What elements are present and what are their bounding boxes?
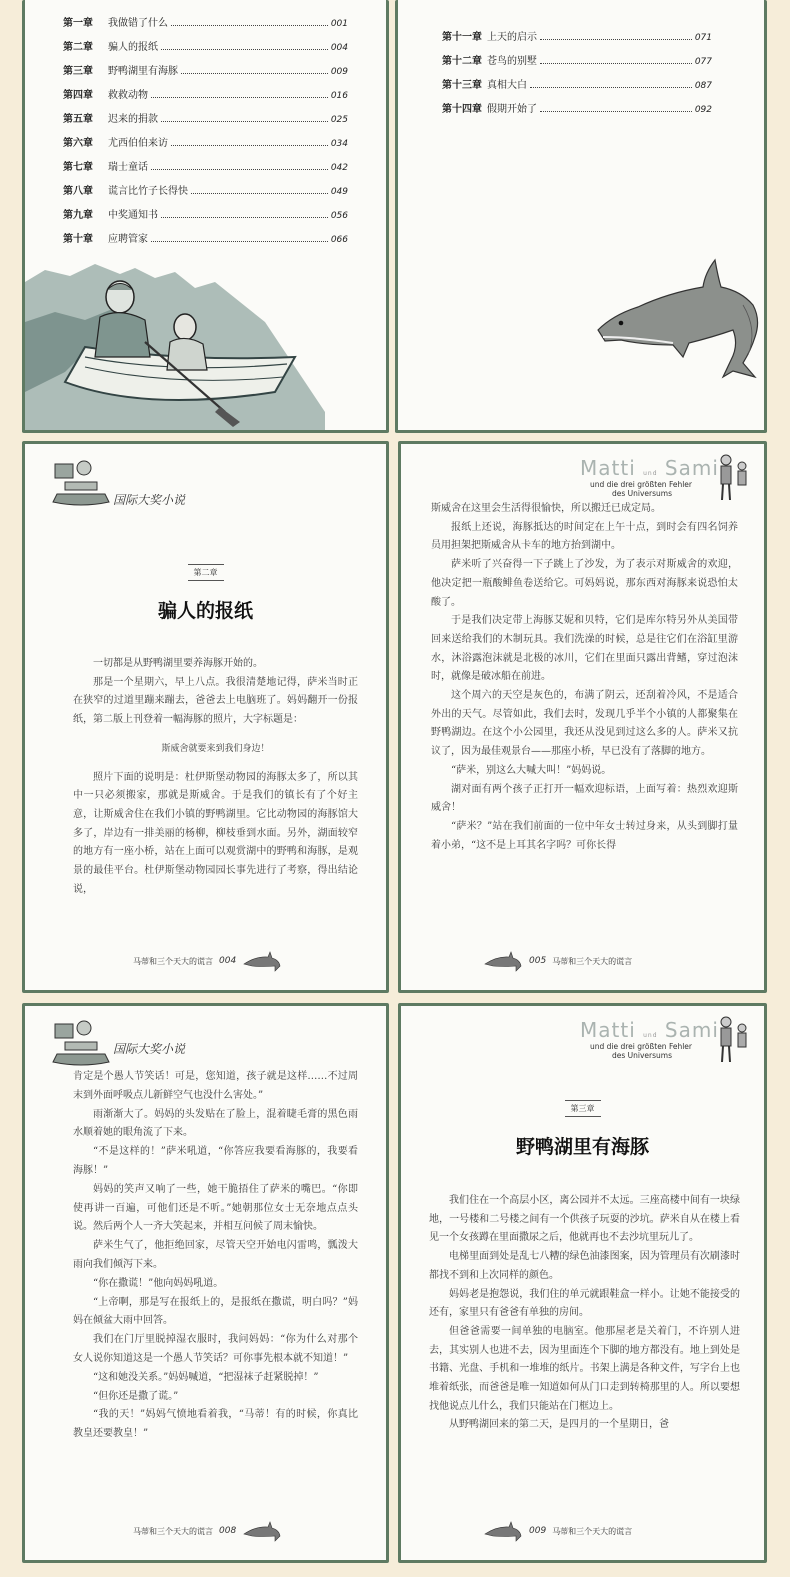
page-body: [73, 1068, 358, 1444]
page-number: 004: [219, 956, 237, 966]
book-title: 马蒂和三个天大的谎言: [133, 956, 213, 966]
chapter-label: 第三章: [565, 1100, 601, 1117]
toc-entry[interactable]: [63, 110, 348, 134]
toc-chapter-title: 上天的启示: [487, 32, 537, 43]
toc-page-number: 004: [330, 43, 348, 53]
toc-leader-dots: [530, 87, 692, 88]
paragraph: 雨渐渐大了。妈妈的头发贴在了脸上，混着睫毛膏的黑色雨水顺着她的眼角流了下来。: [73, 1108, 358, 1139]
toc-chapter-number: 第八章: [63, 186, 93, 197]
header-illustration-icon: [51, 456, 111, 508]
toc-entry[interactable]: [63, 158, 348, 182]
paragraph: “萨米，别这么大喊大叫！”妈妈说。: [451, 764, 612, 776]
toc-leader-dots: [540, 111, 692, 112]
toc-chapter-number: 第三章: [63, 66, 93, 77]
toc-chapter-number: 第五章: [63, 114, 93, 125]
toc-page-number: 016: [330, 91, 348, 101]
book-title: 马蒂和三个天大的谎言: [552, 956, 633, 966]
logo-subtitle: und die drei größten Fehler des Universums: [590, 480, 692, 498]
toc-chapter-number: 第十一章: [442, 32, 482, 43]
toc-chapter-title: 苍鸟的别墅: [487, 56, 537, 67]
toc-leader-dots: [540, 63, 692, 64]
toc-chapter-number: 第二章: [63, 42, 93, 53]
toc-chapter-title: 中奖通知书: [108, 210, 158, 221]
page-number: 008: [219, 1526, 237, 1536]
book-page-005: [398, 441, 767, 993]
paragraph: “但你还是撒了谎。”: [93, 1390, 179, 1402]
page-footer: [133, 950, 282, 972]
paragraph: 萨米生气了，他拒绝回家，尽管天空开始电闪雷鸣，瓢泼大雨向我们倾泻下来。: [73, 1240, 358, 1270]
toc-leader-dots: [181, 73, 328, 74]
toc-entry[interactable]: [63, 206, 348, 230]
toc-chapter-number: 第十四章: [442, 104, 482, 115]
toc-chapter-number: 第一章: [63, 18, 93, 29]
paragraph: 萨米听了兴奋得一下子跳上了沙发，为了表示对斯威舍的欢迎，他决定把一瓶酸鲱鱼卷送给它。可妈妈说，那东西对海豚来说恐怕太酸了。: [431, 559, 738, 608]
toc-entry[interactable]: [63, 182, 348, 206]
toc-entry[interactable]: [63, 134, 348, 158]
page-footer: [133, 1520, 282, 1542]
series-logo: [550, 452, 750, 506]
chapter-title: 骗人的报纸: [157, 600, 253, 622]
paragraph: “上帝啊，那是写在报纸上的，是报纸在撒谎，明白吗？”妈妈在倾盆大雨中回答。: [73, 1296, 358, 1327]
toc-chapter-title: 假期开始了: [487, 104, 537, 115]
logo-subtitle: und die drei größten Fehler des Universums: [590, 1042, 692, 1060]
paragraph: 我们在门厅里脱掉湿衣服时，我问妈妈：“你为什么对那个女人说你知道这是一个愚人节笑话？可你事先根本就不知道！”: [73, 1334, 358, 1364]
paragraph: 那是一个星期六，早上八点。我很清楚地记得，萨米当时正在狭窄的过道里蹦来蹦去，爸爸去上电脑班了。妈妈翻开一份报纸，第二版上刊登着一幅海豚的照片，大字标题是：: [73, 676, 358, 726]
toc-page-number: 009: [330, 67, 348, 77]
toc-chapter-title: 骗人的报纸: [108, 42, 158, 53]
toc-leader-dots: [191, 193, 328, 194]
toc-entry[interactable]: [442, 52, 712, 76]
toc-entry[interactable]: [63, 86, 348, 110]
toc-page-number: 001: [330, 19, 348, 29]
toc-entry[interactable]: [63, 62, 348, 86]
toc-entry[interactable]: [442, 76, 712, 100]
toc-chapter-number: 第九章: [63, 210, 93, 221]
page-footer: [483, 950, 632, 972]
paragraph: “你在撒谎！”他向妈妈吼道。: [93, 1277, 224, 1289]
paragraph: 报纸上还说，海豚抵达的时间定在上午十点，到时会有四名饲养员用担架把斯威舍从卡车的地方抬到湖中。: [431, 521, 738, 552]
paragraph: 肯定是个愚人节笑话！可是，您知道，孩子就是这样……不过周末到外面呼吸点儿新鲜空气也没什么害处。”: [73, 1071, 358, 1101]
paragraph: 电梯里面到处是乱七八糟的绿色油漆图案，因为管理员有次刷漆时都找不到和上次同样的颜色。: [429, 1251, 740, 1281]
toc-page-number: 034: [330, 139, 348, 149]
toc-leader-dots: [540, 39, 692, 40]
page-number: 009: [529, 1526, 547, 1536]
toc-page-right: [395, 0, 767, 433]
toc-entry[interactable]: [63, 14, 348, 38]
toc-leader-dots: [151, 97, 328, 98]
toc-chapter-title: 应聘管家: [108, 234, 148, 245]
page-body: [429, 1192, 740, 1435]
toc-leader-dots: [161, 49, 328, 50]
paragraph: 从野鸭湖回来的第二天，是四月的一个星期日，爸: [449, 1419, 669, 1431]
paragraph: 一切都是从野鸭湖里要养海豚开始的。: [93, 658, 263, 669]
toc-chapter-title: 谎言比竹子长得快: [108, 186, 188, 197]
toc-chapter-title: 野鸭湖里有海豚: [108, 66, 178, 77]
dolphin-icon: [242, 950, 282, 972]
book-title: 马蒂和三个天大的谎言: [133, 1526, 213, 1536]
book-page-008: [22, 1003, 389, 1563]
toc-leader-dots: [161, 217, 328, 218]
toc-entry[interactable]: [63, 230, 348, 254]
toc-page-number: 071: [694, 33, 712, 43]
toc-chapter-title: 瑞士童话: [108, 162, 148, 173]
chapter-label: 第二章: [188, 564, 224, 581]
toc-chapter-title: 救救动物: [108, 90, 148, 101]
toc-chapter-title: 我做错了什么: [108, 18, 168, 29]
toc-leader-dots: [171, 25, 328, 26]
paragraph: 于是我们决定带上海豚艾妮和贝特，它们是库尔特另外从美国带回来送给我们的木制玩具。我们洗澡的时候，总是往它们在浴缸里游水，沐浴露泡沫就是北极的冰川，它们在里面只露出背鳍，穿过泡沫时，就像是破冰船在前进。: [431, 615, 738, 683]
dolphin-icon: [242, 1520, 282, 1542]
headline-quote: 斯威舍就要来到我们身边！: [161, 743, 270, 754]
toc-leader-dots: [151, 241, 328, 242]
toc-leader-dots: [171, 145, 328, 146]
series-label: 国际大奖小说: [113, 1042, 186, 1056]
toc-page-number: 042: [330, 163, 348, 173]
toc-page-left: [22, 0, 389, 433]
series-logo: [550, 1014, 750, 1068]
paragraph: “不是这样的！”萨米吼道，“你答应我要看海豚的，我要看海豚！”: [73, 1146, 358, 1176]
logo-title: Matti und Sami: [580, 1018, 719, 1042]
rowboat-illustration: [25, 262, 325, 432]
logo-title: Matti und Sami: [580, 456, 719, 480]
toc-chapter-title: 真相大白: [487, 80, 527, 91]
paragraph: 妈妈的笑声又响了一些，她干脆捂住了萨米的嘴巴。“你即使再讲一百遍，可他们还是不听。”她朝那位女士无奈地点点头说。然后两个人一齐大笑起来，并相互问候了周末愉快。: [73, 1183, 358, 1233]
paragraph: 但爸爸需要一间单独的电脑室。他那屋老是关着门，不许别人进去，其实别人也进不去，因为里面连个下脚的地方都没有。地上到处是书籍、光盘、手机和一堆堆的纸片。书架上满是各种文件，写字台上也堆着纸张，而爸爸是唯一知道如何从门口走到转椅那里的人。所以要想找他说点儿什么，我们只能站在门框边上。: [429, 1325, 740, 1412]
toc-chapter-title: 尤西伯伯来访: [108, 138, 168, 149]
toc-leader-dots: [161, 121, 328, 122]
characters-icon: [714, 1014, 750, 1064]
paragraph: 湖对面有两个孩子正打开一幅欢迎标语，上面写着：热烈欢迎斯威舍！: [431, 783, 738, 814]
toc-page-number: 077: [694, 57, 712, 67]
book-title: 马蒂和三个天大的谎言: [552, 1526, 633, 1536]
dolphin-illustration: [593, 245, 763, 380]
page-body: [73, 655, 358, 899]
toc-chapter-number: 第十三章: [442, 80, 482, 91]
paragraph: “这和她没关系。”妈妈喊道，“把湿袜子赶紧脱掉！”: [93, 1371, 319, 1383]
paragraph: 妈妈老是抱怨说，我们住的单元就跟鞋盒一样小。让她不能接受的还有，家里只有爸爸有单独的房间。: [429, 1288, 740, 1319]
toc-page-number: 056: [330, 211, 348, 221]
paragraph: “萨米？”站在我们前面的一位中年女士转过身来，从头到脚打量着小弟，“这不是上耳其名字吗？可你长得: [431, 820, 738, 851]
paragraph: 这个周六的天空是灰色的，布满了阴云，还刮着冷风，不是适合外出的天气。尽管如此，我们去时，发现几乎半个小镇的人都聚集在野鸭湖边。在这个小公园里，我还从没见到过这么多的人。萨米又抗议了，因为最佳观景台——那座小桥，早已没有了落脚的地方。: [431, 690, 738, 758]
toc-chapter-title: 迟来的捐款: [108, 114, 158, 125]
toc-entry[interactable]: [442, 28, 712, 52]
toc-page-number: 087: [694, 81, 712, 91]
toc-chapter-number: 第十章: [63, 234, 93, 245]
chapter-title: 野鸭湖里有海豚: [515, 1136, 649, 1158]
table-of-contents-left: [63, 14, 348, 254]
toc-leader-dots: [151, 169, 328, 170]
toc-page-number: 092: [694, 105, 712, 115]
toc-chapter-number: 第十二章: [442, 56, 482, 67]
book-page-009: [398, 1003, 767, 1563]
toc-page-number: 066: [330, 235, 348, 245]
book-page-004: [22, 441, 389, 993]
page-body: [431, 500, 738, 855]
toc-page-number: 049: [330, 187, 348, 197]
toc-entry[interactable]: [63, 38, 348, 62]
dolphin-icon: [483, 1520, 523, 1542]
dolphin-icon: [483, 950, 523, 972]
paragraph: 我们住在一个高层小区，离公园并不太远。三座高楼中间有一块绿地，一号楼和二号楼之间有一个供孩子玩耍的沙坑。萨米自从在楼上看见一个女孩蹲在里面撒尿之后，他就再也不去沙坑里玩儿了。: [429, 1195, 740, 1244]
toc-chapter-number: 第四章: [63, 90, 93, 101]
paragraph: 照片下面的说明是：杜伊斯堡动物园的海豚太多了，所以其中一只必须搬家，那就是斯威舍。于是我们的镇长有了个好主意，让斯威舍住在我们小镇的野鸭湖里。它比动物园的海豚馆大多了，岸边有一排美丽的杨柳，柳枝垂到水面。另外，湖面较窄的地方有一座小桥，站在上面可以观赏湖中的野鸭和海豚，是观景的最佳平台。杜伊斯堡动物园园长事先进行了考察，得出结论说，: [73, 771, 358, 895]
page-footer: [483, 1520, 632, 1542]
paragraph: “我的天！”妈妈气愤地看着我，“马蒂！有的时候，你真比教皇还要教皇！”: [73, 1409, 358, 1440]
toc-entry[interactable]: [442, 100, 712, 124]
series-label: 国际大奖小说: [113, 493, 186, 507]
table-of-contents-right: [442, 28, 712, 124]
toc-page-number: 025: [330, 115, 348, 125]
toc-chapter-number: 第六章: [63, 138, 93, 149]
page-number: 005: [529, 956, 547, 966]
toc-chapter-number: 第七章: [63, 162, 93, 173]
header-illustration-icon: [51, 1016, 111, 1068]
paragraph: 斯威舍在这里会生活得很愉快，所以搬迁已成定局。: [431, 503, 661, 514]
characters-icon: [714, 452, 750, 502]
